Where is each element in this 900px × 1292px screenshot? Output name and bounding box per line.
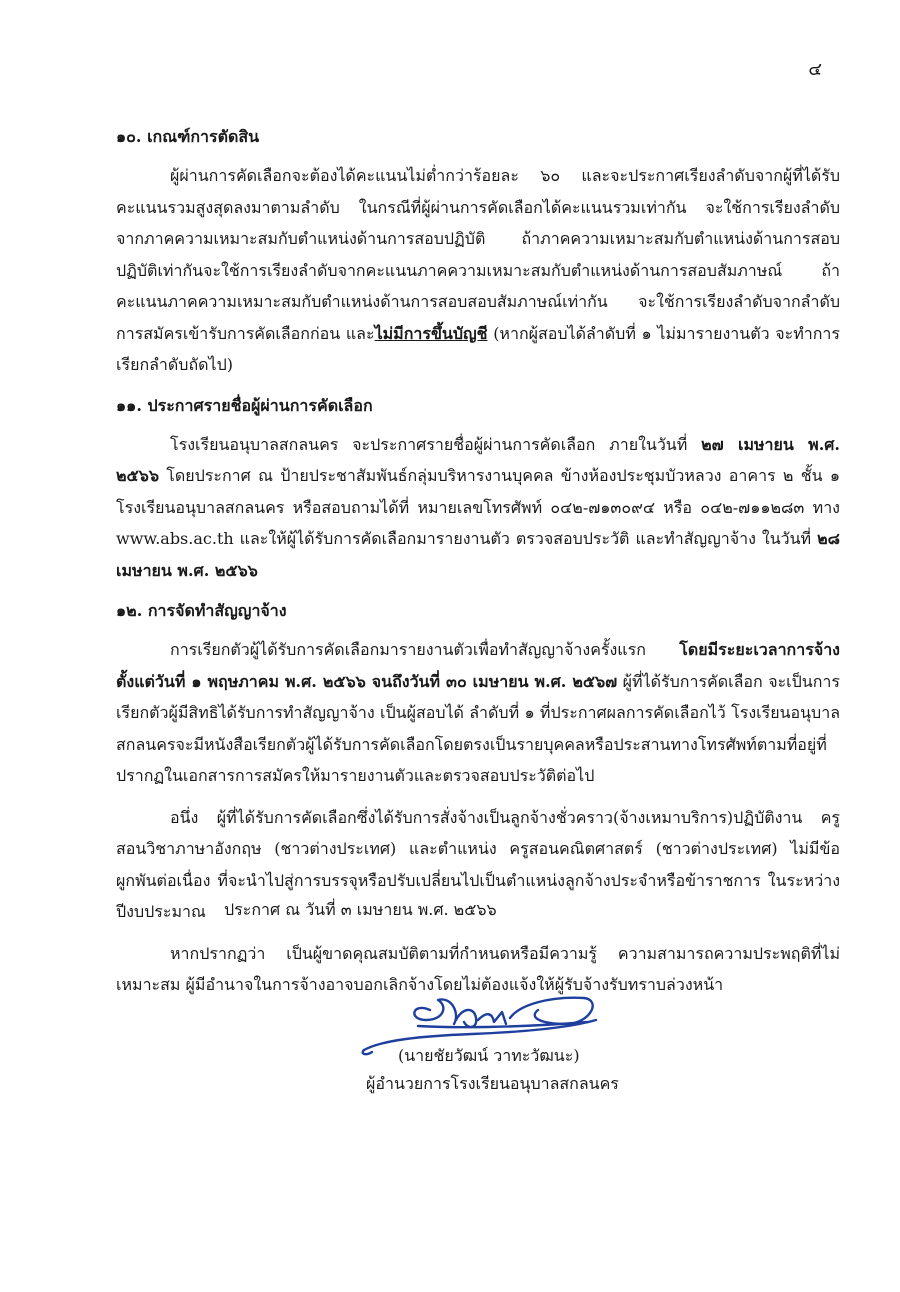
- section-11-text-1: โรงเรียนอนุบาลสกลนคร จะประกาศรายชื่อผู้ผ่านการคัดเลือก ภายในวันที่: [170, 434, 702, 454]
- signer-name: (นายชัยวัฒน์ วาทะวัฒนะ): [398, 1046, 580, 1065]
- section-10-tail: (หากผู้สอบได้ลำดับที่ ๑ ไม่มารายงานตัว จะทำการเรียกลำดับถัดไป): [116, 323, 841, 374]
- section-11-heading: ๑๑. ประกาศรายชื่อผู้ผ่านการคัดเลือก: [116, 395, 373, 415]
- section-11: [116, 395, 840, 587]
- section-10-text: ผู้ผ่านการคัดเลือกจะต้องได้คะแนนไม่ต่ำกว่าร้อยละ ๖๐ และจะประกาศเรียงลำดับจากผู้ที่ได้รับคะแนนรวมสูงสุดลงมาตามลำดับ ในกรณีที่ผู้ผ่านการคัดเลือกได้คะแนนรวมเท่ากัน จะใช้การเรียงลำดับจากภาคความเหมาะสมกับตำแหน่งด้านการสอบปฏิบัติ ถ้าภาคความเหมาะสมกับตำแหน่งด้านการสอบปฏิบัติเท่ากันจะใช้การเรียงลำดับจากคะแนนภาคความเหมาะสมกับตำแหน่งด้านการสอบสัมภาษณ์ ถ้าคะแนนภาคความเหมาะสมกับตำแหน่งด้านการสอบสอบสัมภาษณ์เท่ากัน จะใช้การเรียงลำดับจากลำดับการสมัครเข้ารับการคัดเลือกก่อน และ: [116, 166, 840, 343]
- section-11-text-2: โดยประกาศ ณ ป้ายประชาสัมพันธ์กลุ่มบริหารงานบุคคล ข้างห้องประชุมบัวหลวง อาคาร ๒ ชั้น ๑ โรงเรียนอนุบาลสกลนคร หรือสอบถามได้ที่ หมายเลขโทรศัพท์ ๐๔๒-๗๑๓๐๙๔ หรือ ๐๔๒-๗๑๑๒๘๓ ทาง www.abs.ac.th และให้ผู้ได้รับการคัดเลือกมารายงานตัว ตรวจสอบประวัติ และทำสัญญาจ้าง ในวันที่: [116, 466, 840, 548]
- section-12-paragraph-1: [116, 634, 840, 792]
- announcement-date: ประกาศ ณ วันที่ ๓ เมษายน พ.ศ. ๒๕๖๖: [224, 900, 497, 919]
- section-11-paragraph: [116, 429, 840, 587]
- document-body: [116, 126, 840, 1015]
- section-12-paragraph-3: หากปรากฏว่า เป็นผู้ขาดคุณสมบัติตามที่กำหนดหรือมีความรู้ ความสามารถความประพฤติที่ไม่เหมาะสม ผู้มีอำนาจในการจ้างอาจบอกเลิกจ้างโดยไม่ต้องแจ้งให้ผู้รับจ้างรับทราบล่วงหน้า: [116, 943, 840, 994]
- announce-date: ๒๗ เมษายน พ.ศ. ๒๕๖๖: [116, 434, 840, 485]
- no-waitlist-text: ไม่มีการขึ้นบัญชี: [374, 323, 488, 343]
- section-12-text-1: การเรียกตัวผู้ได้รับการคัดเลือกมารายงานตัวเพื่อทำสัญญาจ้างครั้งแรก: [170, 640, 680, 659]
- section-12: [116, 600, 840, 1001]
- section-10-paragraph: [116, 160, 840, 381]
- page-number: ๔: [808, 59, 822, 80]
- signer-title: ผู้อำนวยการโรงเรียนอนุบาลสกลนคร: [366, 1074, 619, 1093]
- section-10-heading: ๑๐. เกณฑ์การตัดสิน: [116, 127, 260, 146]
- report-date: ๒๘ เมษายน พ.ศ. ๒๕๖๖: [116, 529, 840, 580]
- section-12-heading: ๑๒. การจัดทำสัญญาจ้าง: [116, 601, 287, 620]
- contract-period: โดยมีระยะเวลาการจ้างตั้งแต่วันที่ ๑ พฤษภาคม พ.ศ. ๒๕๖๖ จนถึงวันที่ ๓๐ เมษายน พ.ศ. ๒๕๖๗: [116, 640, 840, 691]
- section-12-text-2: ผู้ที่ได้รับการคัดเลือก จะเป็นการเรียกตัวผู้มีสิทธิได้รับการทำสัญญาจ้าง เป็นผู้สอบได้ ลำดับที่ ๑ ที่ประกาศผลการคัดเลือกไว้ โรงเรียนอนุบาลสกลนครจะมีหนังสือเรียกตัวผู้ได้รับการคัดเลือกโดยตรงเป็นรายบุคคลหรือประสานทางโทรศัพท์ตามที่อยู่ที่ปรากฏในเอกสารการสมัครให้มารายงานตัวและตรวจสอบประวัติต่อไป: [116, 671, 840, 785]
- section-10: [116, 126, 840, 381]
- section-12-paragraph-2: อนึ่ง ผู้ที่ได้รับการคัดเลือกซึ่งได้รับการสั่งจ้างเป็นลูกจ้างชั่วคราว(จ้างเหมาบริการ)ปฏิบัติงาน ครูสอนวิชาภาษาอังกฤษ (ชาวต่างประเทศ) และตำแหน่ง ครูสอนคณิตศาสตร์ (ชาวต่างประเทศ) ไม่มีข้อผูกพันต่อเนื่อง ที่จะนำไปสู่การบรรจุหรือปรับเปลี่ยนไปเป็นตำแหน่งลูกจ้างประจำหรือข้าราชการ ในระหว่างปีงบประมาณ: [116, 807, 840, 921]
